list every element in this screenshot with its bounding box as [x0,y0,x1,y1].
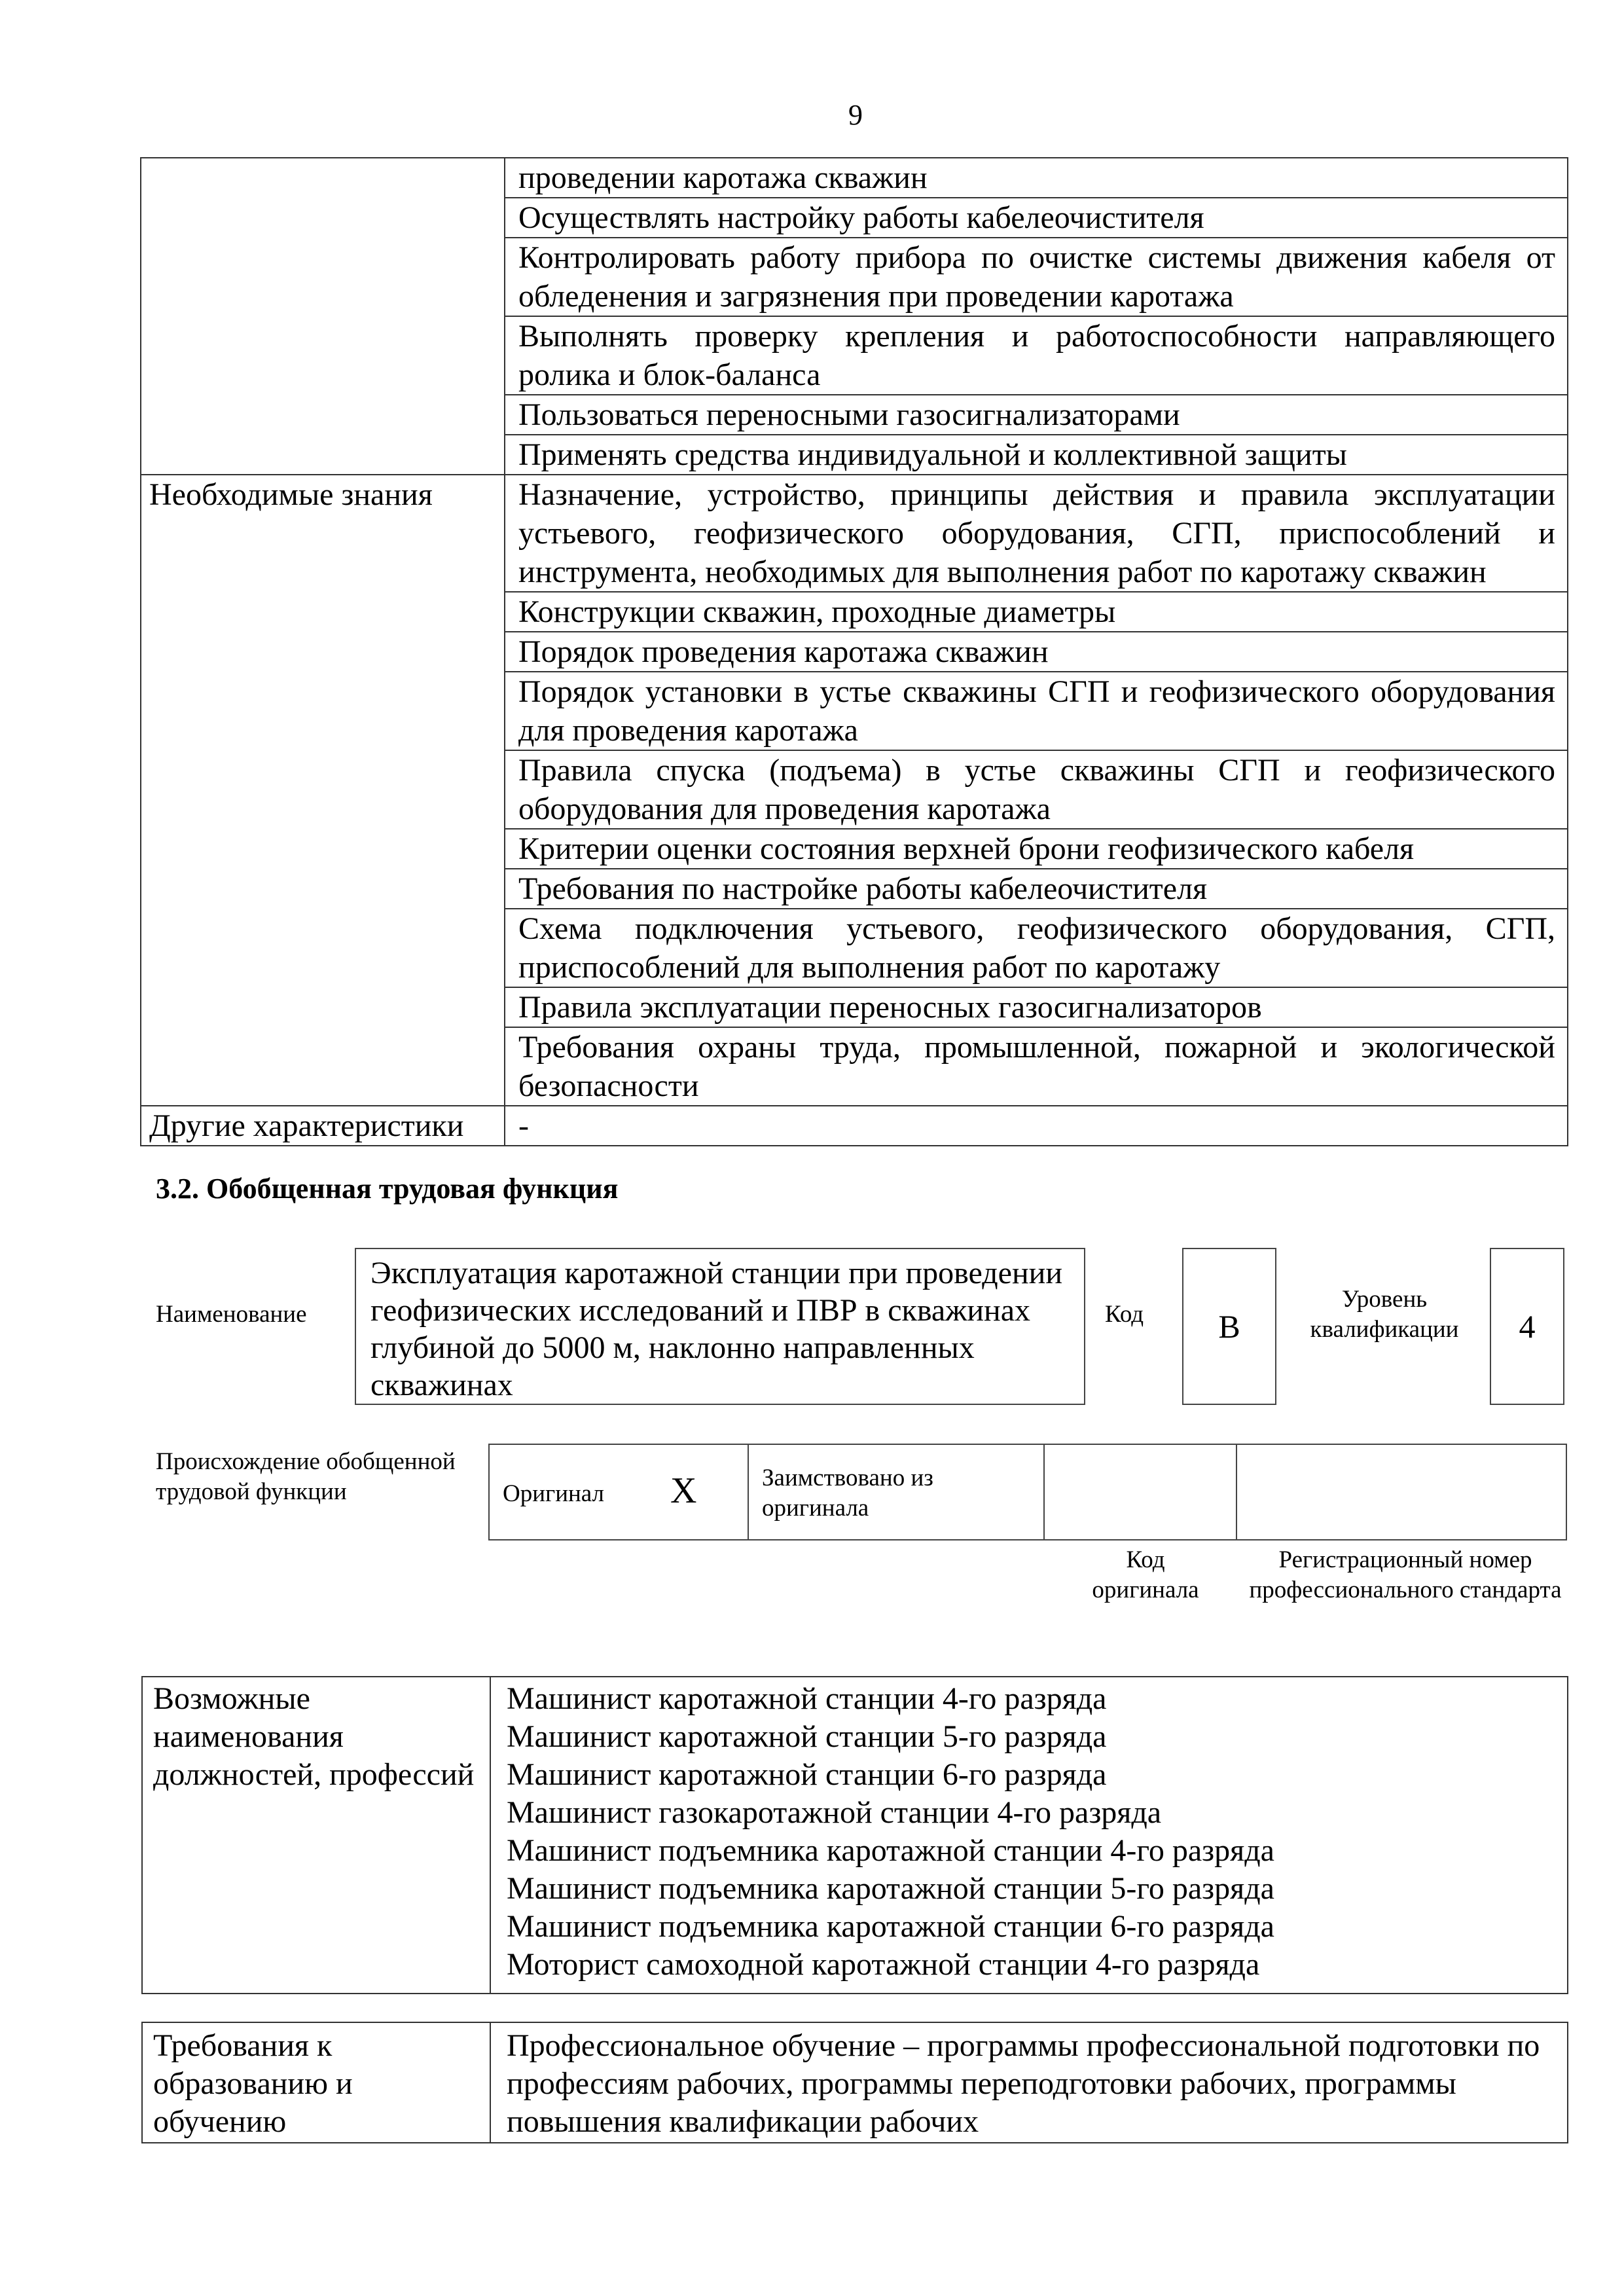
name-label: Наименование [156,1301,307,1328]
skills-knowledge-table [140,157,1568,1146]
skill-item: Пользоваться переносными газосигнализаторами [505,395,1568,435]
skill-item: Выполнять проверку крепления и работоспособности направляющего ролика и блок-баланса [505,316,1568,395]
knowledge-item: Назначение, устройство, принципы действия и правила эксплуатации устьевого, геофизического оборудования, СГП, приспособлений и инструмента, необходимых для выполнения работ по каротажу скважин [505,475,1568,592]
function-name-box: Эксплуатация каротажной станции при проведении геофизических исследований и ПВР в скважинах глубиной до 5000 м, наклонно направленных скважинах [355,1248,1085,1405]
knowledge-label: Необходимые знания [141,475,505,1106]
original-cell [490,1445,749,1539]
knowledge-item: Конструкции скважин, проходные диаметры [505,592,1568,632]
other-characteristics-row [141,1106,1568,1146]
skill-item: проведении каротажа скважин [505,158,1568,198]
knowledge-item: Правила эксплуатации переносных газосигнализаторов [505,987,1568,1027]
origin-label: Происхождение обобщенной трудовой функции [156,1448,456,1505]
positions-label: Возможные наименования должностей, профессий [142,1677,490,1994]
position-item: Моторист самоходной каротажной станции 4-го разряда [507,1947,1260,1982]
position-item: Машинист каротажной станции 6-го разряда [507,1757,1107,1792]
skills-row [141,158,1568,198]
knowledge-item: Требования по настройке работы кабелеочистителя [505,869,1568,909]
position-item: Машинист каротажной станции 5-го разряда [507,1719,1107,1754]
education-label: Требования к образованию и обучению [142,2022,490,2143]
position-item: Машинист газокаротажной станции 4-го разряда [507,1795,1162,1830]
knowledge-item: Критерии оценки состояния верхней брони геофизического кабеля [505,829,1568,869]
code-box: B [1182,1248,1276,1405]
position-item: Машинист подъемника каротажной станции 5-го разряда [507,1871,1274,1906]
education-table [141,2022,1568,2143]
knowledge-item: Порядок установки в устье скважины СГП и геофизического оборудования для проведения каротажа [505,672,1568,750]
skill-item: Контролировать работу прибора по очистке системы движения кабеля от обледенения и загрязнения при проведении каротажа [505,238,1568,316]
borrowed-label: Заимствовано из оригинала [762,1465,933,1522]
education-text: Профессиональное обучение – программы профессиональной подготовки по профессиям рабочих, программы переподготовки рабочих, программы повышения квалификации рабочих [490,2022,1568,2143]
section-title: 3.2. Обобщенная трудовая функция [156,1173,619,1205]
qualification-level-label: Уровень квалификации [1310,1286,1459,1343]
other-characteristics-value: - [505,1106,1568,1146]
skill-item: Осуществлять настройку работы кабелеочистителя [505,198,1568,238]
page-number: 9 [848,99,863,131]
original-code-cell [1045,1445,1237,1539]
qualification-level-box: 4 [1490,1248,1564,1405]
knowledge-item: Правила спуска (подъема) в устье скважины СГП и геофизического оборудования для проведения каротажа [505,750,1568,829]
position-item: Машинист подъемника каротажной станции 4-го разряда [507,1833,1274,1868]
code-label: Код [1105,1301,1144,1328]
knowledge-item: Схема подключения устьевого, геофизического оборудования, СГП, приспособлений для выполнения работ по каротажу [505,909,1568,987]
skill-item: Применять средства индивидуальной и коллективной защиты [505,435,1568,475]
skills-label-cell [141,158,505,475]
knowledge-row [141,475,1568,592]
position-item: Машинист каротажной станции 4-го разряда [507,1681,1107,1716]
borrowed-cell [749,1445,1045,1539]
registration-number-label: Регистрационный номер профессионального стандарта [1249,1546,1562,1603]
knowledge-item: Требования охраны труда, промышленной, пожарной и экологической безопасности [505,1027,1568,1106]
position-item: Машинист подъемника каротажной станции 6-го разряда [507,1909,1274,1944]
original-code-label: Код оригинала [1092,1546,1199,1603]
positions-list [490,1677,1568,1994]
knowledge-item: Порядок проведения каротажа скважин [505,632,1568,672]
original-label: Оригинал [503,1480,605,1507]
original-mark: X [670,1470,697,1511]
origin-table [488,1444,1567,1540]
other-characteristics-label: Другие характеристики [141,1106,505,1146]
positions-table [141,1676,1568,1994]
